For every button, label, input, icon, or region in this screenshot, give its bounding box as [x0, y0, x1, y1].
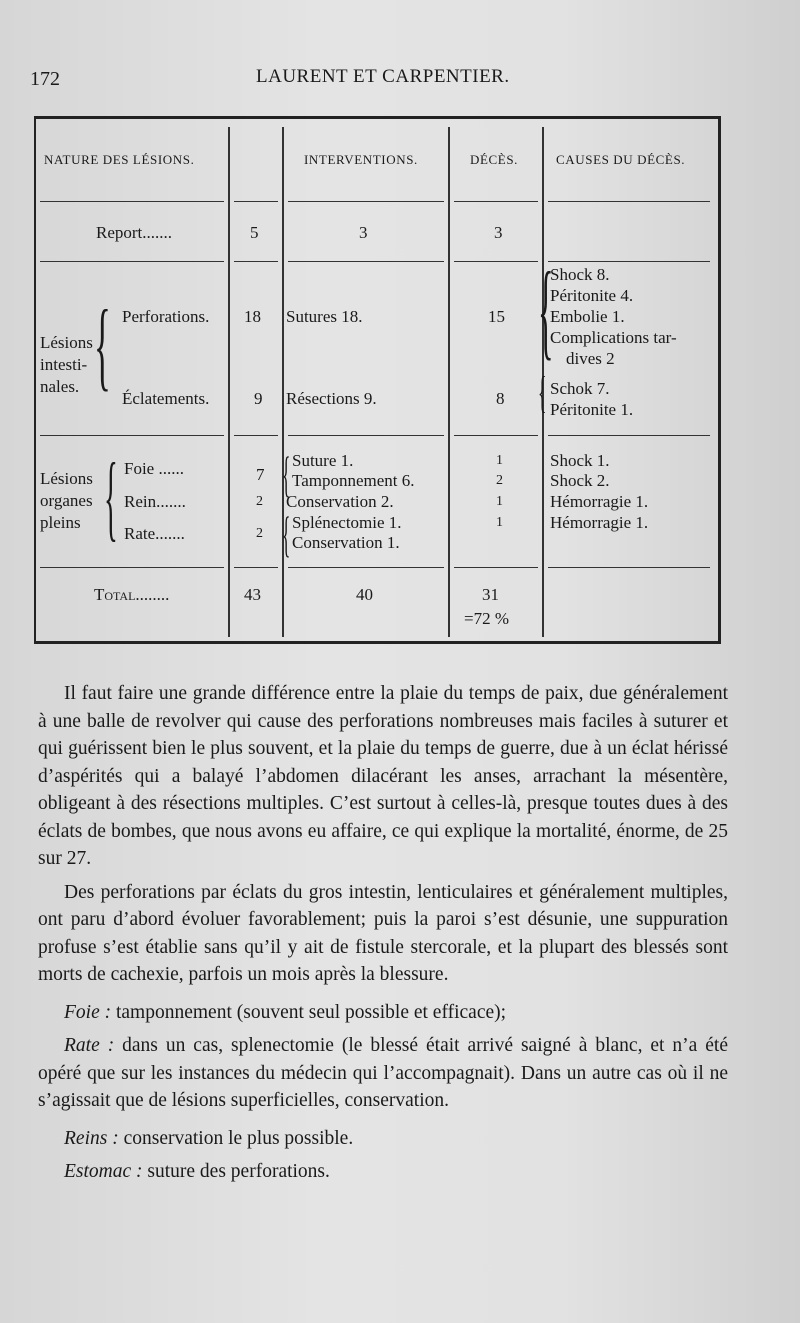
intestinal-group-label-3: nales.	[40, 377, 80, 396]
rate-cause: Hémorragie 1.	[550, 513, 649, 532]
foie-label: Foie ......	[124, 459, 184, 478]
brace: {	[282, 446, 291, 502]
report-label: Report.......	[96, 223, 173, 242]
eclatements-cause-2: Péritonite 1.	[550, 400, 634, 419]
foie-intervention-1: Suture 1.	[292, 451, 354, 470]
rate-deces: 1	[496, 515, 503, 530]
reins-text: conservation le plus possible.	[123, 1127, 354, 1149]
perforations-cause-3: Embolie 1.	[550, 307, 625, 326]
column-divider	[448, 127, 450, 637]
rate-count: 2	[256, 526, 263, 541]
rule	[40, 567, 224, 568]
rule	[288, 201, 444, 202]
rein-count: 2	[256, 494, 263, 509]
brace: {	[94, 289, 111, 400]
rule	[288, 261, 444, 262]
foie-text: tamponnement (souvent seul possible et efficace);	[115, 1001, 507, 1023]
page-number: 172	[30, 68, 60, 90]
rate-text: dans un cas, splenectomie (le blessé était arrivé saigné à blanc, et n’a été opéré que sur les instances du médecin qui l’accompagnait). Dans un autre cas où il ne s’agissait que de lésions superficielles, conservation.	[38, 1035, 729, 1111]
rate-label: Rate.......	[124, 524, 185, 543]
running-title: LAURENT ET CARPENTIER.	[256, 66, 510, 87]
header-deces: DÉCÈS.	[470, 152, 519, 167]
eclatements-intervention: Résections 9.	[286, 389, 377, 408]
rate-term: Rate :	[64, 1035, 115, 1056]
header-nature: NATURE DES LÉSIONS.	[44, 152, 195, 167]
rule	[40, 201, 224, 202]
solid-group-label-1: Lésions	[40, 469, 93, 488]
reins-term: Reins :	[64, 1127, 119, 1149]
body-text	[38, 680, 728, 1186]
intestinal-group-label-2: intesti-	[40, 355, 88, 374]
column-divider	[228, 127, 230, 637]
rule	[40, 435, 224, 436]
report-interventions: 3	[359, 223, 368, 242]
estomac-text: suture des perforations.	[147, 1161, 330, 1182]
eclatements-label: Éclatements.	[122, 389, 210, 408]
intestinal-group-label-1: Lésions	[40, 333, 93, 352]
paragraph-estomac	[38, 1158, 728, 1186]
rule	[234, 435, 278, 436]
foie-deces-1: 1	[496, 453, 503, 468]
rule	[548, 567, 710, 568]
rule	[454, 261, 538, 262]
eclatements-cause-1: Schok 7.	[550, 379, 610, 398]
perforations-label: Perforations.	[122, 307, 210, 326]
paragraph-reins	[38, 1125, 728, 1153]
statistics-table	[34, 116, 721, 644]
rule	[234, 201, 278, 202]
foie-intervention-2: Tamponnement 6.	[292, 471, 415, 490]
rein-deces: 1	[496, 494, 503, 509]
report-deces: 3	[494, 223, 503, 242]
perforations-intervention: Sutures 18.	[286, 307, 363, 326]
foie-term: Foie :	[64, 1001, 112, 1023]
brace: {	[282, 506, 291, 562]
perforations-cause-2: Péritonite 4.	[550, 286, 634, 305]
foie-deces-2: 2	[496, 473, 503, 488]
brace: {	[538, 368, 547, 417]
rule	[548, 435, 710, 436]
paragraph-2: Des perforations par éclats du gros intestin, lenticulaires et généralement multiples, ont paru d’abord évoluer favorablement; puis la paroi s’est désunie, une suppuration profuse s’est établie sans qu’il y ait de fistule stercorale, et la plupart des blessés sont morts de cachexie, parfois un mois après la blessure.	[38, 881, 728, 985]
rule	[454, 567, 538, 568]
report-lesions: 5	[250, 223, 259, 242]
total-lesions: 43	[244, 585, 261, 604]
rate-intervention-2: Conservation 1.	[292, 533, 400, 552]
foie-cause-1: Shock 1.	[550, 451, 610, 470]
rule	[548, 261, 710, 262]
eclatements-deces: 8	[496, 389, 505, 408]
header-interventions: INTERVENTIONS.	[304, 152, 418, 167]
rein-cause: Hémorragie 1.	[550, 492, 649, 511]
solid-group-label-3: pleins	[40, 513, 81, 532]
rule	[288, 435, 444, 436]
paragraph-foie	[38, 999, 728, 1027]
rule	[40, 261, 224, 262]
estomac-term: Estomac :	[64, 1161, 143, 1182]
total-label: Total........	[94, 585, 170, 604]
rule	[234, 567, 278, 568]
brace: {	[104, 443, 118, 550]
rein-intervention: Conservation 2.	[286, 492, 394, 511]
brace: {	[538, 251, 554, 370]
perforations-deces: 15	[488, 307, 505, 326]
rule	[288, 567, 444, 568]
foie-count: 7	[256, 465, 265, 484]
paragraph-1: Il faut faire une grande différence entre la plaie du temps de paix, due généralement à une balle de revolver qui cause des perforations nombreuses mais faciles à suturer et qui guérissent bien le plus souvent, et la plaie du temps de guerre, due à un éclat hérissé d’aspérités qui a balayé l’abdomen dilacérant les anses, arrachant la mésentère, obligeant à des résections multiples. C’est surtout à celles-là, presque toutes dues à des éclats de bombes, que nous avons eu affaire, ce qui explique la mortalité, énorme, de 25 sur 27.	[38, 683, 728, 869]
total-interventions: 40	[356, 585, 373, 604]
perforations-cause-4: Complications tar-	[550, 328, 677, 347]
perforations-cause-5: dives 2	[566, 349, 615, 368]
rate-intervention-1: Splénectomie 1.	[292, 513, 402, 532]
rule	[548, 201, 710, 202]
perforations-count: 18	[244, 307, 261, 326]
solid-group-label-2: organes	[40, 491, 93, 510]
total-deces: 31	[482, 585, 499, 604]
paragraph-rate	[38, 1032, 728, 1115]
rule	[454, 435, 538, 436]
total-percent: =72 %	[464, 609, 509, 628]
rule	[234, 261, 278, 262]
perforations-cause-1: Shock 8.	[550, 265, 610, 284]
eclatements-count: 9	[254, 389, 263, 408]
rein-label: Rein.......	[124, 492, 186, 511]
foie-cause-2: Shock 2.	[550, 471, 610, 490]
header-causes: CAUSES DU DÉCÈS.	[556, 152, 686, 167]
rule	[454, 201, 538, 202]
